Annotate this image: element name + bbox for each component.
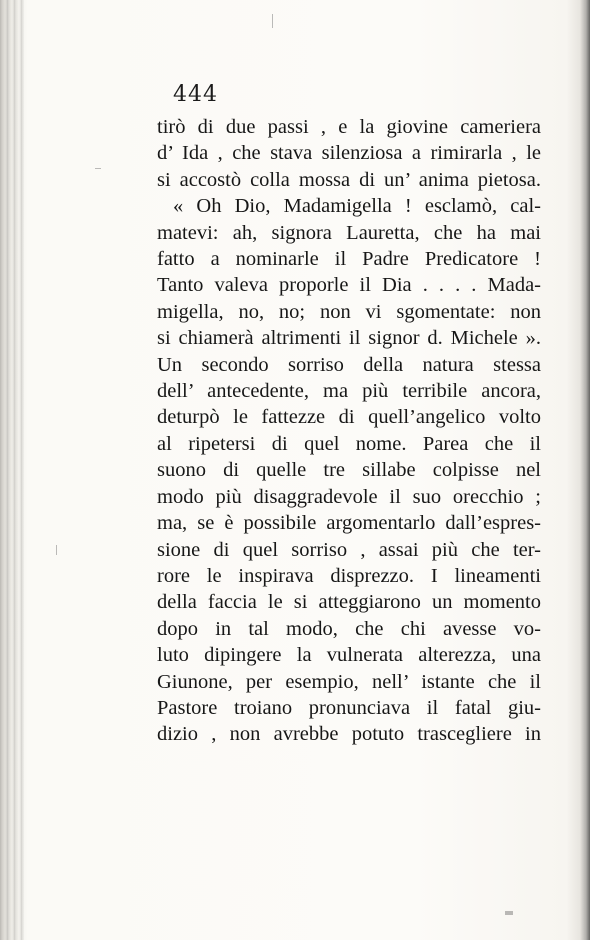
text-line: si chiamerà altrimenti il signor d. Michele ». <box>157 327 541 350</box>
text-line: migella, no, no; non vi sgomentate: non <box>157 300 541 323</box>
text-line: fatto a nominarle il Padre Predicatore ! <box>157 248 541 271</box>
binding-shadow <box>0 0 24 940</box>
text-line: tirò di due passi , e la giovine cameriera <box>157 116 541 138</box>
text-line: deturpò le fattezze di quell’angelico volto <box>157 406 541 429</box>
text-line: Tanto valeva proporle il Dia . . . . Mada- <box>157 274 541 297</box>
text-line: dell’ antecedente, ma più terribile ancora, <box>157 380 541 403</box>
page-edge-shadow <box>580 0 590 940</box>
text-line: modo più disaggradevole il suo orecchio ; <box>157 485 541 508</box>
text-line: Pastore troiano pronunciava il fatal giu- <box>157 696 541 719</box>
paper-speck <box>56 545 57 555</box>
body-text <box>157 114 541 748</box>
text-line: luto dipingere la vulnerata alterezza, una <box>157 644 541 667</box>
paper-speck <box>505 911 513 915</box>
text-line: della faccia le si atteggiarono un momento <box>157 591 541 614</box>
page-number: 444 <box>173 82 218 107</box>
text-line: rore le inspirava disprezzo. I lineamenti <box>157 564 541 587</box>
paper-speck <box>272 14 273 28</box>
text-line: dopo in tal modo, che chi avesse vo- <box>157 617 541 640</box>
text-line: d’ Ida , che stava silenziosa a rimirarla , le <box>157 142 541 165</box>
text-line: dizio , non avrebbe potuto trascegliere in <box>157 723 541 746</box>
text-line: al ripetersi di quel nome. Parea che il <box>157 432 541 455</box>
text-line: ma, se è possibile argomentarlo dall’espres- <box>157 512 541 535</box>
paper-speck <box>95 168 101 169</box>
text-line: « Oh Dio, Madamigella ! esclamò, cal- <box>173 195 541 218</box>
text-line: suono di quelle tre sillabe colpisse nel <box>157 459 541 482</box>
text-line: si accostò colla mossa di un’ anima pietosa. <box>157 168 541 191</box>
text-line: sione di quel sorriso , assai più che ter- <box>157 538 541 561</box>
text-line: Un secondo sorriso della natura stessa <box>157 353 541 376</box>
text-line: matevi: ah, signora Lauretta, che ha mai <box>157 221 541 244</box>
text-line: Giunone, per esempio, nell’ istante che il <box>157 670 541 693</box>
